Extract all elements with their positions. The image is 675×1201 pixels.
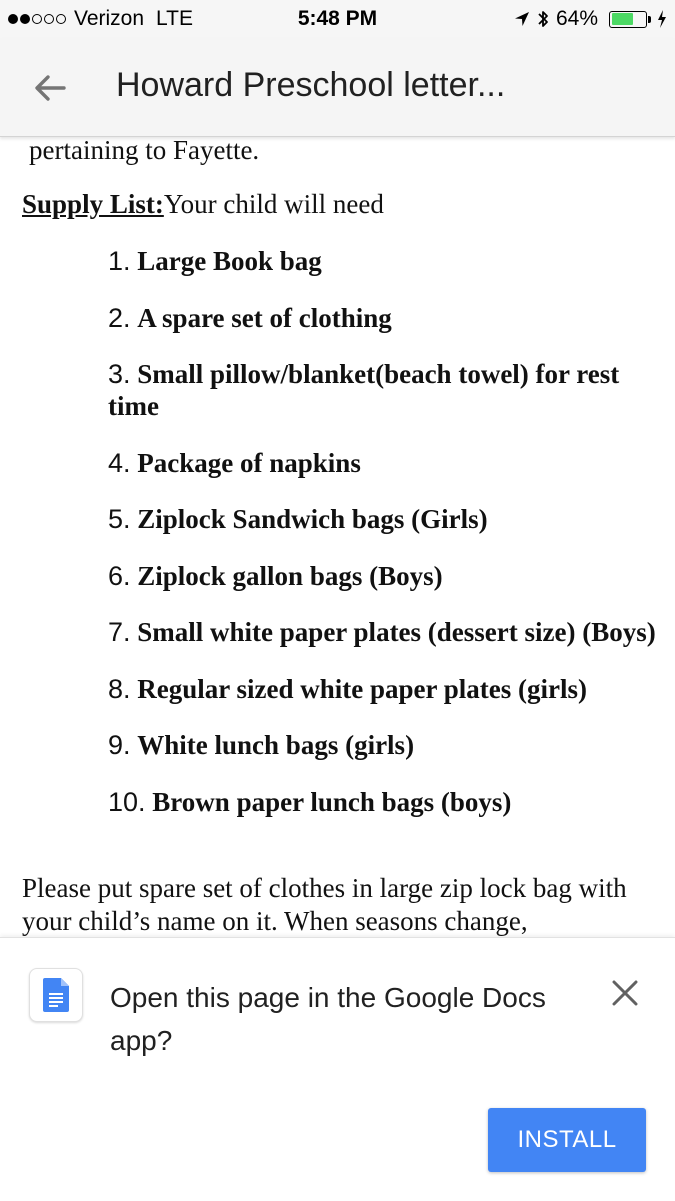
list-item [108, 560, 668, 592]
list-item-text: Package of napkins [137, 447, 361, 478]
supply-list [108, 245, 668, 842]
list-item-text: Small white paper plates (dessert size) (Boys) [137, 617, 656, 647]
doc-paragraph: pertaining to Fayette. [29, 137, 260, 165]
list-item [108, 616, 668, 648]
list-item [108, 503, 668, 535]
list-item-text: A spare set of clothing [137, 302, 392, 333]
list-item-text: Brown paper lunch bags (boys) [152, 786, 512, 817]
battery-tip [648, 16, 651, 23]
list-item-number: 9. [108, 730, 131, 760]
list-item-number: 3. [108, 359, 131, 389]
network-type: LTE [156, 7, 194, 30]
list-item [108, 245, 668, 277]
app-header [0, 38, 675, 137]
close-banner-button[interactable] [604, 972, 646, 1014]
back-arrow-icon [33, 73, 67, 103]
list-item-number: 4. [108, 447, 131, 478]
list-item-text: Small pillow/blanket(beach towel) for rest time [108, 359, 620, 421]
document-icon [43, 978, 69, 1012]
list-item-text: Ziplock gallon bags (Boys) [137, 560, 443, 591]
list-item-number: 1. [108, 246, 131, 276]
close-icon [612, 980, 638, 1006]
charging-bolt-icon [657, 10, 667, 28]
doc-paragraph: Please put spare set of clothes in large zip lock bag with your child’s name on it. When seasons change, [22, 873, 627, 936]
page-title: Howard Preschool letter... [116, 66, 506, 104]
google-docs-app-icon [29, 968, 83, 1022]
status-right [508, 7, 667, 31]
list-item-number: 8. [108, 673, 131, 704]
document-content[interactable] [0, 137, 675, 937]
list-item-number: 10. [108, 786, 146, 817]
install-app-banner [0, 937, 675, 1201]
supply-intro-text: Your child will need [163, 189, 384, 219]
list-item [108, 786, 668, 818]
supply-list-heading: Supply List: [22, 189, 164, 219]
list-item [108, 729, 668, 761]
banner-message: Open this page in the Google Docs app? [110, 982, 546, 1056]
list-item-number: 2. [108, 302, 131, 333]
battery-percent: 64% [555, 7, 598, 30]
list-item [108, 673, 668, 705]
supply-intro-line [22, 189, 384, 220]
bluetooth-icon [536, 9, 550, 29]
list-item-text: Large Book bag [137, 246, 322, 276]
list-item-text: Ziplock Sandwich bags (Girls) [137, 504, 488, 534]
list-item [108, 358, 668, 422]
battery-fill [612, 13, 633, 25]
list-item-text: White lunch bags (girls) [137, 730, 415, 760]
location-arrow-icon [514, 11, 530, 27]
battery-body [609, 11, 647, 28]
status-bar [0, 0, 675, 38]
battery-icon [604, 11, 651, 28]
back-button[interactable] [22, 62, 78, 114]
carrier-name: Verizon [74, 7, 145, 30]
install-button[interactable]: INSTALL [488, 1108, 646, 1172]
list-item-text: Regular sized white paper plates (girls) [137, 673, 587, 704]
list-item-number: 5. [108, 504, 131, 534]
list-item [108, 447, 668, 479]
status-time: 5:48 PM [297, 7, 378, 30]
list-item-number: 6. [108, 560, 131, 591]
list-item-number: 7. [108, 617, 131, 647]
list-item [108, 302, 668, 334]
